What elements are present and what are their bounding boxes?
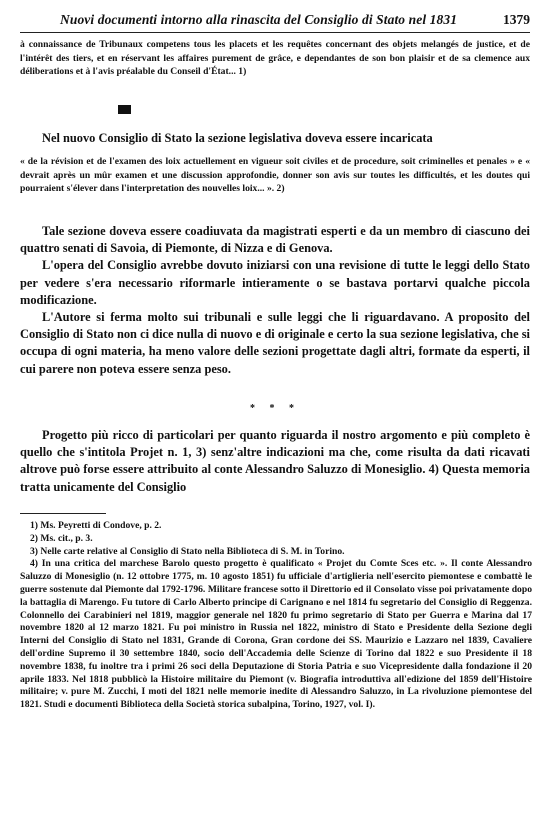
body-section-1 — [20, 223, 530, 378]
section-separator: * * * — [250, 403, 300, 414]
footnote: 4) In una critica del marchese Barolo questo progetto è qualificato « Projet du Comte Sces etc. ». Il conte Alessandro Saluzzo di Monesiglio (n. 12 ottobre 1775, m. 10 agosto 1851) fu ufficiale d'artiglieria nell'esercito piemontese e combattè le guerre sostenute dal Piemonte dal 1792-1796. Militare francese sotto il Direttorio ed il Consolato visse poi privatamente dopo la battaglia di Marengo. Fu tutore di Carlo Alberto principe di Carignano e nel 1814 fu segretario del Consiglio di Reggenza. Colonnello dei Carabinieri nel 1819, maggior generale nel 1820 fu primo segretario di Stato per Guerra e Marina dal 17 novembre 1820 al 12 marzo 1821. Fu poi ministro in Russia nel 1822, ministro di Stato e Presidente della Sezione degli Interni del Consiglio di Stato nel 1831, Grande di Corona, Gran cordone dei SS. Maurizio e Lazzaro nel 1839, Cavaliere dell'ordine Supremo il 30 settembre 1840, socio dell'Accademia delle Scienze di Torino dal 1822 e suo Presidente il 18 novembre 1838, fu inoltre tra i primi 26 soci della Deputazione di Storia Patria e suo Vicepresidente dalla fondazione il 20 aprile 1833. Nel 1818 pubblicò la Histoire militaire du Piemont (v. Biografia introduttiva all'edizione del 1859 dell'Histoire militaire; v. pure M. Zucchi, I moti del 1821 nelle memorie inedite di Alessandro Saluzzo, in La rivoluzione piemontese del 1821. Studi e documenti Biblioteca della Società storica subalpina, Torino, 1927, vol. I). — [20, 558, 532, 711]
footnote-rule — [20, 513, 106, 514]
page-number: 1379 — [503, 12, 530, 27]
body-paragraph: Progetto più ricco di particolari per quanto riguarda il nostro argomento e più completo è quello che s'intitola Projet n. 1, 3) senz'altre indicazioni ma che, come risulta da dati ricavati altrove può forse essere attribuito al conte Alessandro Saluzzo di Monesiglio. 4) Questa memoria tratta unicamente del Consiglio — [20, 428, 530, 494]
lead-sentence: Nel nuovo Consiglio di Stato la sezione legislativa doveva essere incaricata — [42, 131, 433, 145]
body-paragraph: Tale sezione doveva essere coadiuvata da magistrati esperti e da un membro di ciascuno dei quattro senati di Savoia, di Piemonte, di Nizza e di Genova. — [20, 224, 530, 256]
body-section-2 — [20, 427, 530, 496]
quote-paragraph-2: « de la révision et de l'examen des loix actuellement en vigueur soit civiles et de procedure, soit criminelles et penales » e « devrait après un mûr examen et une discussion approfondie, donner son avis sur toutes les difficultés, et les doutes qui pourraient s'élever dans l'interpretation des nouvelles loix... ». 2) — [20, 156, 530, 195]
body-paragraph: L'Autore si ferma molto sui tribunali e sulle leggi che li riguardavano. A proposito del Consiglio di Stato non ci dice nulla di nuovo e di originale e certo la sua sezione legislativa, che si occupa di ogni materia, ha meno valore delle sezioni progettate dagli altri, formate da esperti, il cui parere non poteva essere senza peso. — [20, 310, 530, 376]
footnotes — [20, 520, 532, 712]
running-title: Nuovi documenti intorno alla rinascita del Consiglio di Stato nel 1831 — [60, 12, 458, 27]
footnote: 1) Ms. Peyretti di Condove, p. 2. — [30, 520, 162, 531]
footnote: 2) Ms. cit., p. 3. — [30, 532, 93, 544]
footnote: 3) Nelle carte relative al Consiglio di Stato nella Biblioteca di S. M. in Torino. — [30, 545, 345, 557]
quote-paragraph-1: à connaissance de Tribunaux competens tous les placets et les requêtes concernant des objets melangés de justice, et de l'intérêt des tiers, et en réservant les affaires purement de grâce, e dependantes de son bon plaisir et de sa clemence aux déliberations et à l'avis préalable du Conseil d'État... 1) — [20, 39, 530, 78]
body-paragraph: L'opera del Consiglio avrebbe dovuto iniziarsi con una revisione di tutte le leggi dello Stato per vedere s'era necessario riformarle intieramente o se bastava portarvi qualche piccola modificazione. — [20, 258, 530, 307]
running-header — [20, 8, 530, 33]
ink-mark — [118, 105, 131, 114]
